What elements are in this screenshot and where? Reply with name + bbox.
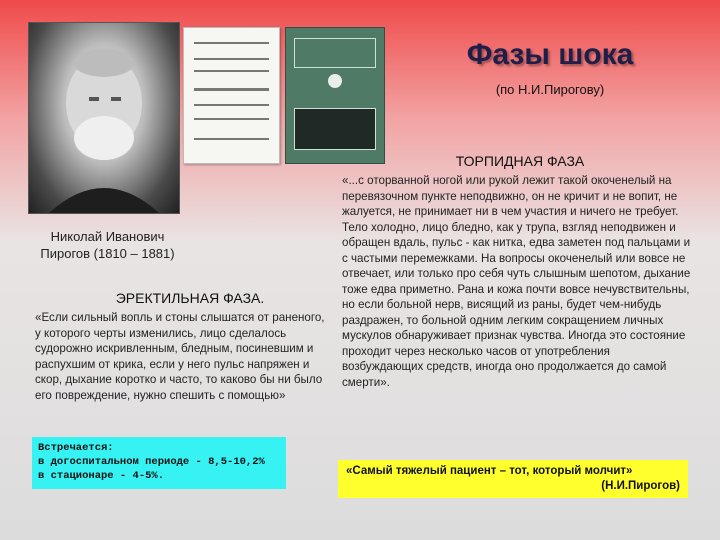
slide-title: Фазы шока [466,38,634,71]
quote-box [338,460,688,498]
portrait-image [28,22,180,214]
book-cover-image [183,27,280,164]
book-cover-image-2 [285,27,385,164]
portrait-drawing [29,23,179,213]
portrait-caption-line1: Николай Иванович [50,229,165,244]
portrait-caption-line2: Пирогов (1810 – 1881) [40,246,175,261]
slide-subtitle: (по Н.И.Пирогову) [495,82,605,97]
erectile-phase-text: «Если сильный вопль и стоны слышатся от раненого, у которого черты изменились, лицо сделалось судорожно искривленным, бледным, посиневшим и распухшим от крика, если у него пульс напряжен и скор, дыхание коротко и часто, то каково бы ни было его повреждение, нужно спешить с помощью» [35,311,325,402]
incidence-line3: в стационаре - 4-5%. [38,470,165,482]
torpid-phase-heading: ТОРПИДНАЯ ФАЗА [455,153,585,169]
incidence-line1: Встречается: [38,442,114,454]
portrait-caption [20,228,195,262]
quote-author: (Н.И.Пирогов) [601,480,680,492]
quote-text: «Самый тяжелый пациент – тот, который молчит» [346,465,633,477]
incidence-line2: в догоспитальном периоде - 8,5-10,2% [38,456,265,468]
incidence-box [32,437,286,489]
torpid-phase-text: «...с оторванной ногой или рукой лежит такой окоченелый на перевязочном пункте неподвижно, он не кричит и не вопит, не жалуется, не принимает ни в чем участия и ничего не требует. Тело холодно, лицо бледно, как у трупа, взгляд неподвижен и обращен вдаль, пульс - как нитка, едва заметен под пальцами и с частыми перемежками. На вопросы окоченелый или вовсе не отвечает, или только про себя чуть слышным шепотом, дыхание тоже едва приметно. Рана и кожа почти вовсе нечувствительны, но если больной нерв, висящий из раны, будет чем-нибудь раздражен, то больной одним легким сокращением личных мускулов обнаруживает признак чувства. Иногда это состояние проходит через несколько часов от употребления возбуждающих средств, иногда оно продолжается до самой смерти». [342,174,691,389]
erectile-phase-heading: ЭРЕКТИЛЬНАЯ ФАЗА. [115,290,265,306]
